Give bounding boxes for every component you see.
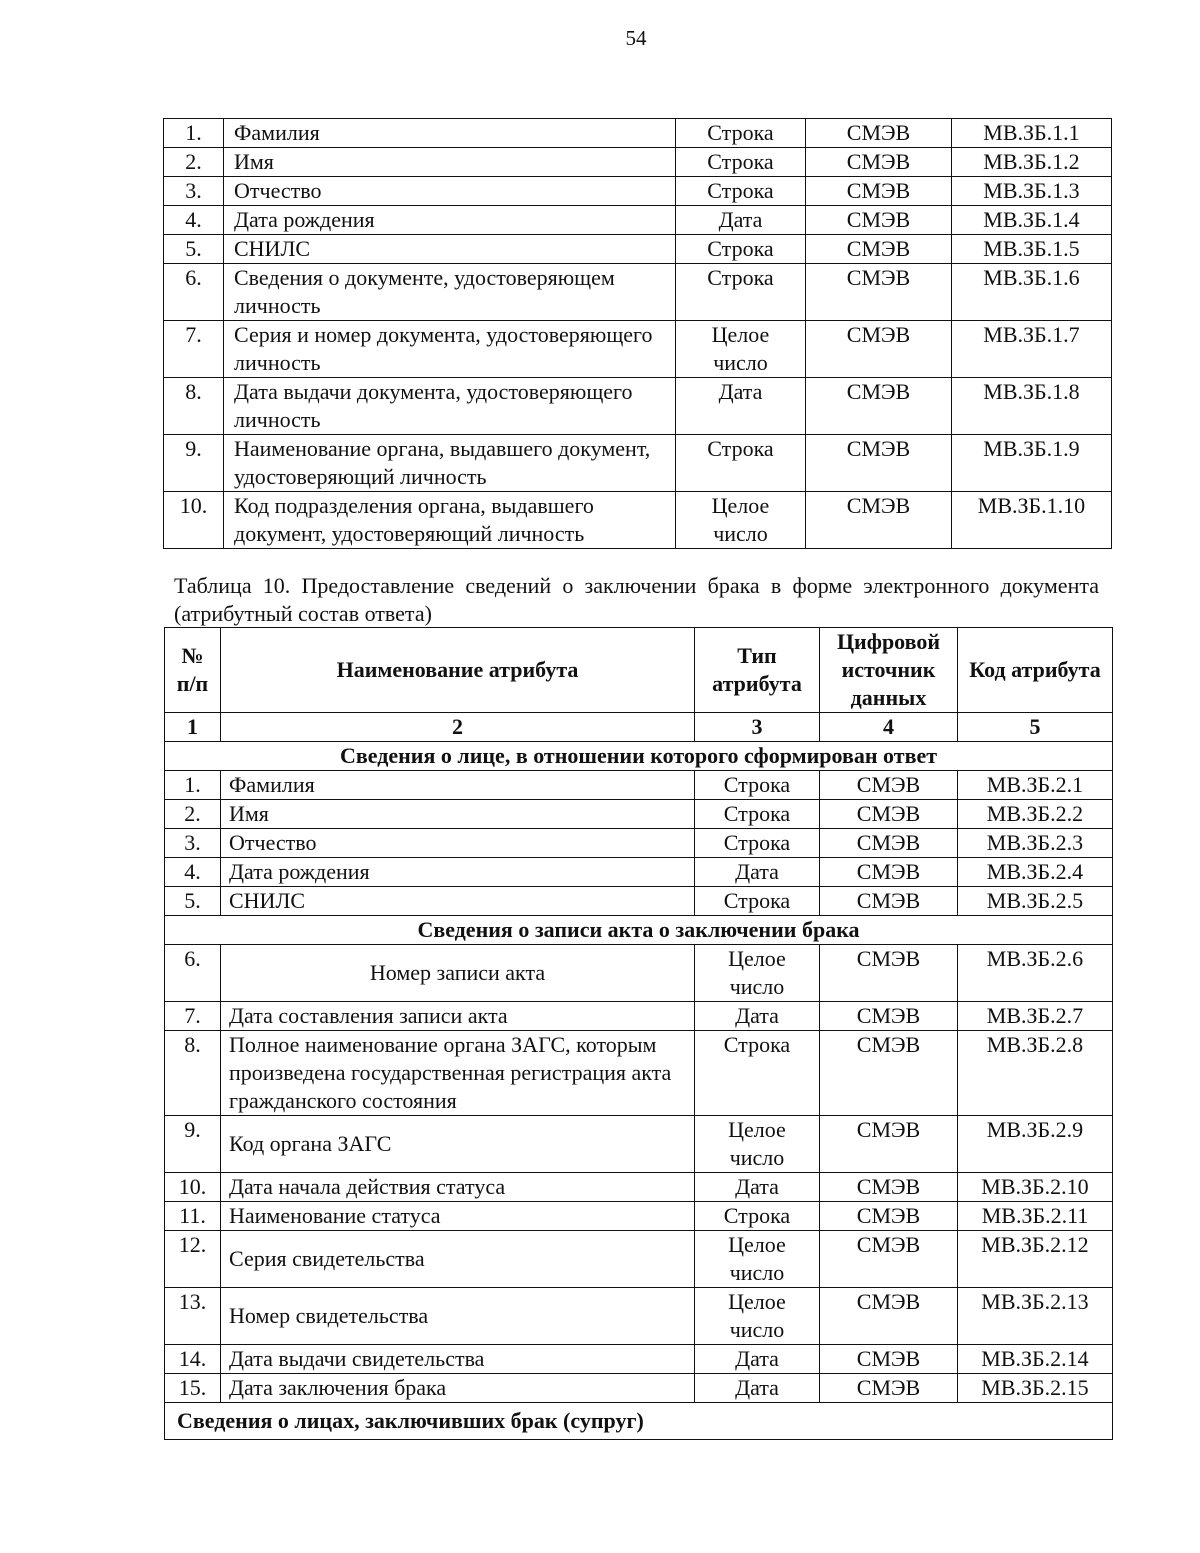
row-number: 5.	[165, 887, 221, 916]
row-number: 3.	[165, 829, 221, 858]
attribute-name: Отчество	[224, 177, 676, 206]
data-source: СМЭВ	[820, 1173, 958, 1202]
table-row	[165, 945, 1113, 1002]
row-number: 15.	[165, 1374, 221, 1403]
attributes-table-continued	[163, 118, 1112, 549]
attribute-code: МВ.ЗБ.1.9	[952, 435, 1112, 492]
row-number: 9.	[164, 435, 224, 492]
attribute-code: МВ.ЗБ.1.2	[952, 148, 1112, 177]
attribute-name: Номер записи акта	[221, 945, 695, 1002]
data-source: СМЭВ	[820, 1231, 958, 1288]
attribute-type: Строка	[695, 887, 820, 916]
row-number: 10.	[165, 1173, 221, 1202]
attribute-code: МВ.ЗБ.2.4	[958, 858, 1113, 887]
page-number: 54	[625, 26, 647, 50]
table-row	[164, 321, 1112, 378]
row-number: 4.	[164, 206, 224, 235]
attribute-name: Отчество	[221, 829, 695, 858]
attribute-code: МВ.ЗБ.2.15	[958, 1374, 1113, 1403]
attribute-name: Серия и номер документа, удостоверяющего личность	[224, 321, 676, 378]
attribute-type: Строка	[676, 148, 806, 177]
attribute-code: МВ.ЗБ.2.14	[958, 1345, 1113, 1374]
row-number: 2.	[164, 148, 224, 177]
data-source: СМЭВ	[820, 887, 958, 916]
attribute-type: Дата	[695, 1345, 820, 1374]
attribute-name: Дата заключения брака	[221, 1374, 695, 1403]
attribute-name: Серия свидетельства	[221, 1231, 695, 1288]
table-row	[164, 378, 1112, 435]
column-number: 4	[820, 713, 958, 742]
attribute-name: Наименование статуса	[221, 1202, 695, 1231]
attribute-name: Дата составления записи акта	[221, 1002, 695, 1031]
data-source: СМЭВ	[806, 321, 952, 378]
table-row	[165, 887, 1113, 916]
attribute-name: Код органа ЗАГС	[221, 1116, 695, 1173]
attribute-type: Дата	[676, 378, 806, 435]
data-source: СМЭВ	[820, 1288, 958, 1345]
attribute-type: Целое число	[676, 492, 806, 549]
table-row	[164, 235, 1112, 264]
data-source: СМЭВ	[820, 858, 958, 887]
section-row	[165, 1403, 1113, 1440]
data-source: СМЭВ	[806, 177, 952, 206]
row-number: 14.	[165, 1345, 221, 1374]
attribute-type: Целое число	[695, 1288, 820, 1345]
header-type: Тип атрибута	[695, 628, 820, 713]
data-source: СМЭВ	[806, 492, 952, 549]
attribute-name: Полное наименование органа ЗАГС, которым произведена государственная регистрация акта гражданского состояния	[221, 1031, 695, 1116]
data-source: СМЭВ	[820, 1202, 958, 1231]
attribute-code: МВ.ЗБ.1.1	[952, 119, 1112, 148]
table-row	[165, 800, 1113, 829]
row-number: 6.	[164, 264, 224, 321]
attribute-code: МВ.ЗБ.2.13	[958, 1288, 1113, 1345]
row-number: 2.	[165, 800, 221, 829]
attribute-type: Строка	[676, 119, 806, 148]
row-number: 11.	[165, 1202, 221, 1231]
section-title: Сведения о лице, в отношении которого сформирован ответ	[165, 742, 1113, 771]
data-source: СМЭВ	[806, 148, 952, 177]
attribute-name: Номер свидетельства	[221, 1288, 695, 1345]
row-number: 8.	[164, 378, 224, 435]
attribute-name: Фамилия	[221, 771, 695, 800]
row-number: 13.	[165, 1288, 221, 1345]
attribute-type: Дата	[695, 1374, 820, 1403]
attribute-code: МВ.ЗБ.2.2	[958, 800, 1113, 829]
table-row	[165, 1031, 1113, 1116]
row-number: 9.	[165, 1116, 221, 1173]
attribute-name: Дата рождения	[221, 858, 695, 887]
row-number: 8.	[165, 1031, 221, 1116]
row-number: 1.	[165, 771, 221, 800]
attribute-name: Наименование органа, выдавшего документ, удостоверяющий личность	[224, 435, 676, 492]
row-number: 6.	[165, 945, 221, 1002]
table-row	[164, 177, 1112, 206]
data-source: СМЭВ	[806, 206, 952, 235]
attribute-name: СНИЛС	[224, 235, 676, 264]
attribute-name: Фамилия	[224, 119, 676, 148]
attribute-code: МВ.ЗБ.1.3	[952, 177, 1112, 206]
header-num: № п/п	[165, 628, 221, 713]
attribute-code: МВ.ЗБ.1.10	[952, 492, 1112, 549]
attribute-type: Строка	[676, 264, 806, 321]
attribute-type: Целое число	[695, 945, 820, 1002]
table-row	[165, 1374, 1113, 1403]
attribute-code: МВ.ЗБ.1.7	[952, 321, 1112, 378]
attribute-type: Целое число	[676, 321, 806, 378]
table-row	[165, 1173, 1113, 1202]
column-number: 5	[958, 713, 1113, 742]
table-row	[164, 119, 1112, 148]
data-source: СМЭВ	[820, 1374, 958, 1403]
attribute-code: МВ.ЗБ.1.5	[952, 235, 1112, 264]
column-number: 1	[165, 713, 221, 742]
table-row	[165, 1345, 1113, 1374]
data-source: СМЭВ	[806, 235, 952, 264]
attribute-code: МВ.ЗБ.2.3	[958, 829, 1113, 858]
table-row	[165, 1002, 1113, 1031]
data-source: СМЭВ	[806, 264, 952, 321]
data-source: СМЭВ	[806, 119, 952, 148]
attribute-name: Дата выдачи свидетельства	[221, 1345, 695, 1374]
attribute-type: Целое число	[695, 1116, 820, 1173]
attribute-code: МВ.ЗБ.2.9	[958, 1116, 1113, 1173]
row-number: 5.	[164, 235, 224, 264]
attribute-code: МВ.ЗБ.1.8	[952, 378, 1112, 435]
table-row	[164, 492, 1112, 549]
row-number: 1.	[164, 119, 224, 148]
attribute-code: МВ.ЗБ.2.11	[958, 1202, 1113, 1231]
row-number: 10.	[164, 492, 224, 549]
header-source: Цифровой источник данных	[820, 628, 958, 713]
table-row	[164, 264, 1112, 321]
attribute-type: Строка	[695, 1031, 820, 1116]
header-row	[165, 628, 1113, 713]
attribute-type: Дата	[695, 1002, 820, 1031]
column-number-row	[165, 713, 1113, 742]
attribute-name: Код подразделения органа, выдавшего документ, удостоверяющий личность	[224, 492, 676, 549]
header-name: Наименование атрибута	[221, 628, 695, 713]
section-title: Сведения о записи акта о заключении брака	[165, 916, 1113, 945]
attribute-code: МВ.ЗБ.2.8	[958, 1031, 1113, 1116]
attribute-code: МВ.ЗБ.2.7	[958, 1002, 1113, 1031]
data-source: СМЭВ	[820, 771, 958, 800]
data-source: СМЭВ	[820, 1031, 958, 1116]
attribute-type: Строка	[695, 771, 820, 800]
table-row	[165, 829, 1113, 858]
attribute-type: Строка	[695, 1202, 820, 1231]
attribute-type: Строка	[676, 235, 806, 264]
table-row	[164, 435, 1112, 492]
data-source: СМЭВ	[820, 1116, 958, 1173]
column-number: 2	[221, 713, 695, 742]
attribute-type: Дата	[695, 858, 820, 887]
attribute-type: Строка	[695, 800, 820, 829]
attribute-name: СНИЛС	[221, 887, 695, 916]
table-row	[165, 1231, 1113, 1288]
attribute-name: Имя	[224, 148, 676, 177]
data-source: СМЭВ	[820, 1345, 958, 1374]
attribute-code: МВ.ЗБ.2.5	[958, 887, 1113, 916]
attribute-code: МВ.ЗБ.2.10	[958, 1173, 1113, 1202]
section-title: Сведения о лицах, заключивших брак (супруг)	[165, 1403, 1113, 1440]
attribute-type: Строка	[676, 435, 806, 492]
attribute-name: Дата начала действия статуса	[221, 1173, 695, 1202]
row-number: 4.	[165, 858, 221, 887]
attribute-name: Сведения о документе, удостоверяющем личность	[224, 264, 676, 321]
data-source: СМЭВ	[820, 1002, 958, 1031]
data-source: СМЭВ	[820, 800, 958, 829]
table-row	[165, 771, 1113, 800]
data-source: СМЭВ	[806, 435, 952, 492]
row-number: 12.	[165, 1231, 221, 1288]
table-row	[164, 206, 1112, 235]
row-number: 3.	[164, 177, 224, 206]
column-number: 3	[695, 713, 820, 742]
data-source: СМЭВ	[820, 945, 958, 1002]
attribute-name: Имя	[221, 800, 695, 829]
table1-body	[164, 119, 1112, 549]
attribute-code: МВ.ЗБ.2.1	[958, 771, 1113, 800]
attribute-name: Дата выдачи документа, удостоверяющего личность	[224, 378, 676, 435]
table-caption: Таблица 10. Предоставление сведений о заключении брака в форме электронного документа (атрибутный состав ответа)	[174, 573, 1099, 626]
attribute-type: Строка	[676, 177, 806, 206]
table-row	[164, 148, 1112, 177]
attribute-type: Дата	[676, 206, 806, 235]
table2-body	[165, 628, 1113, 1440]
attribute-type: Строка	[695, 829, 820, 858]
row-number: 7.	[164, 321, 224, 378]
attribute-type: Дата	[695, 1173, 820, 1202]
attribute-code: МВ.ЗБ.2.6	[958, 945, 1113, 1002]
section-row	[165, 916, 1113, 945]
attribute-code: МВ.ЗБ.1.6	[952, 264, 1112, 321]
row-number: 7.	[165, 1002, 221, 1031]
data-source: СМЭВ	[806, 378, 952, 435]
table-row	[165, 858, 1113, 887]
attribute-type: Целое число	[695, 1231, 820, 1288]
table-row	[165, 1116, 1113, 1173]
attribute-code: МВ.ЗБ.1.4	[952, 206, 1112, 235]
section-row	[165, 742, 1113, 771]
table-row	[165, 1288, 1113, 1345]
attribute-code: МВ.ЗБ.2.12	[958, 1231, 1113, 1288]
header-code: Код атрибута	[958, 628, 1113, 713]
table-row	[165, 1202, 1113, 1231]
marriage-attributes-table	[164, 627, 1113, 1440]
data-source: СМЭВ	[820, 829, 958, 858]
attribute-name: Дата рождения	[224, 206, 676, 235]
